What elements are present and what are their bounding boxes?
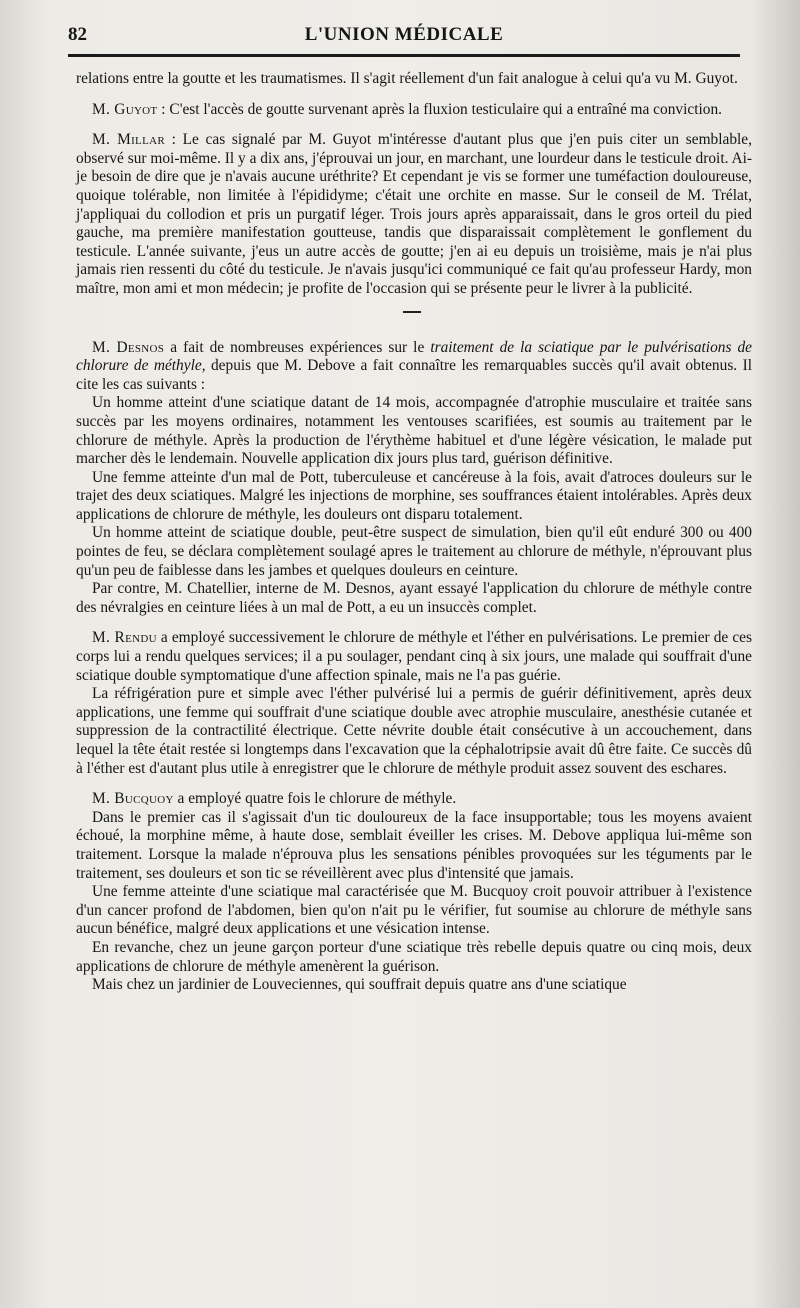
paragraph: Mais chez un jardinier de Louveciennes, qui souffrait depuis quatre ans d'une sciatique [92, 976, 627, 994]
page-number: 82 [68, 24, 87, 45]
journal-title: L'UNION MÉDICALE [304, 24, 504, 45]
speaker-name: M. Rendu [92, 629, 157, 647]
italic-title: traitement de la sciatique par le pulvérisations de chlorure de méthyle [76, 338, 752, 375]
paragraph: M. Guyot : C'est l'accès de goutte survenant après la fluxion testiculaire qui a entraîné ma conviction. [92, 100, 722, 118]
paragraph: M. Desnos a fait de nombreuses expériences sur le traitement de la sciatique par le pulvérisations de chlorure de méthyle, depuis que M. Debove a fait connaître les remarquables succès qu'il avait obtenus. Il cite les cas suivants : [76, 338, 752, 393]
article-body [76, 70, 752, 995]
speaker-name: M. Millar [92, 131, 165, 149]
paragraph: Par contre, M. Chatellier, interne de M. Desnos, ayant essayé l'application du chlorure de méthyle contre des névralgies en ceinture liées à un mal de Pott, a eu un insuccès complet. [76, 580, 752, 616]
paragraph: M. Bucquoy a employé quatre fois le chlorure de méthyle. [92, 790, 457, 808]
header-rule [68, 54, 740, 57]
running-header [68, 24, 740, 50]
paragraph: M. Rendu a employé successivement le chlorure de méthyle et l'éther en pulvérisations. Le premier de ces corps lui a rendu quelques services; il a pu soulager, pendant cinq à six jours, une malade qui souffrait d'une sciatique double symptomatique d'une affection spinale, mais ne l'a pas guérie. [76, 629, 752, 684]
paragraph: Un homme atteint d'une sciatique datant de 14 mois, accompagnée d'atrophie musculaire et traitée sans succès par les moyens ordinaires, notamment les ventouses scarifiées, est soumis au traitement par le chlorure de méthyle. Après la production de l'érythème habituel et d'une légère vésication, le malade put marcher dès le lendemain. Nouvelle application dix jours plus tard, guérison définitive. [76, 394, 752, 468]
speaker-name: M. Desnos [92, 338, 165, 356]
paragraph: Un homme atteint de sciatique double, peut-être suspect de simulation, bien qu'il eût enduré 300 ou 400 pointes de feu, se déclara complètement soulagé apres le traitement au chlorure de méthyle, n'éprouvant plus qu'un peu de faiblesse dans les jambes et quelques douleurs en ceinture. [76, 524, 752, 579]
section-separator [76, 299, 752, 323]
paragraph: Dans le premier cas il s'agissait d'un tic douloureux de la face insupportable; tous les moyens avaient échoué, la morphine même, à haute dose, semblait éveiller les crises. M. Debove appliqua lui-même son traitement. Lorsque la malade n'éprouva plus les sensations pénibles provoquées sur les téguments par le traitement, ses douleurs et son tic se réveillèrent avec plus d'intensité que jamais. [76, 808, 752, 882]
paragraph: La réfrigération pure et simple avec l'éther pulvérisé lui a permis de guérir définitivement, après deux applications, une femme qui souffrait d'une sciatique double avec atrophie musculaire, anesthésie cutanée et suppression de la contractilité électrique. Cette névrite double était consécutive à un accouchement, dans lequel la tête était restée si longtemps dans l'excavation que la céphalotripsie avait dû être faite. Ce succès dû à l'éther est d'autant plus utile à enregistrer que le chlorure de méthyle produit assez souvent des eschares. [76, 685, 752, 777]
paragraph: Une femme atteinte d'une sciatique mal caractérisée que M. Bucquoy croit pouvoir attribuer à l'existence d'un cancer profond de l'abdomen, bien qu'on n'ait pu le vérifier, fut soumise au chlorure de méthyle sans aucun bénéfice, malgré deux applications et une vésication intense. [76, 883, 752, 938]
paragraph: M. Millar : Le cas signalé par M. Guyot m'intéresse d'autant plus que j'en puis citer un semblable, observé sur moi-même. Il y a dix ans, j'éprouvai un jour, en marchant, une lourdeur dans le testicule droit. Ai-je besoin de dire que je n'avais aucune uréthrite? Et cependant je vis se former une tuméfaction douloureuse, quoique tolérable, non limitée à l'épididyme; c'était une orchite en masse. Sur le conseil de M. Trélat, j'appliquai du collodion et pris un purgatif léger. Trois jours après apparaissait, dans le gros orteil du pied gauche, ma première manifestation goutteuse, tandis que disparaissait complètement le gonflement du testicule. L'année suivante, j'eus un autre accès de goutte; j'en ai eu depuis un troisième, mais je n'ai plus jamais rien ressenti du côté du testicule. Je n'avais jusqu'ici communiqué ce fait qu'au professeur Hardy, mon maître, mon ami et mon médecin; je profite de l'occasion qui se présente peur le livrer à la publicité. [76, 131, 752, 297]
paragraph: En revanche, chez un jeune garçon porteur d'une sciatique très rebelle depuis quatre ou cinq mois, deux applications de chlorure de méthyle amenèrent la guérison. [76, 938, 752, 975]
paragraph: relations entre la goutte et les traumatismes. Il s'agit réellement d'un fait analogue à celui qu'a vu M. Guyot. [76, 70, 738, 87]
speaker-name: M. Bucquoy [92, 790, 174, 808]
paragraph: Une femme atteinte d'un mal de Pott, tuberculeuse et cancéreuse à la fois, avait d'atroces douleurs sur le trajet des deux sciatiques. Malgré les injections de morphine, ses souffrances étaient intolérables. Après deux applications de chlorure de méthyle, les douleurs ont disparu totalement. [76, 468, 752, 523]
speaker-name: M. Guyot [92, 100, 158, 118]
